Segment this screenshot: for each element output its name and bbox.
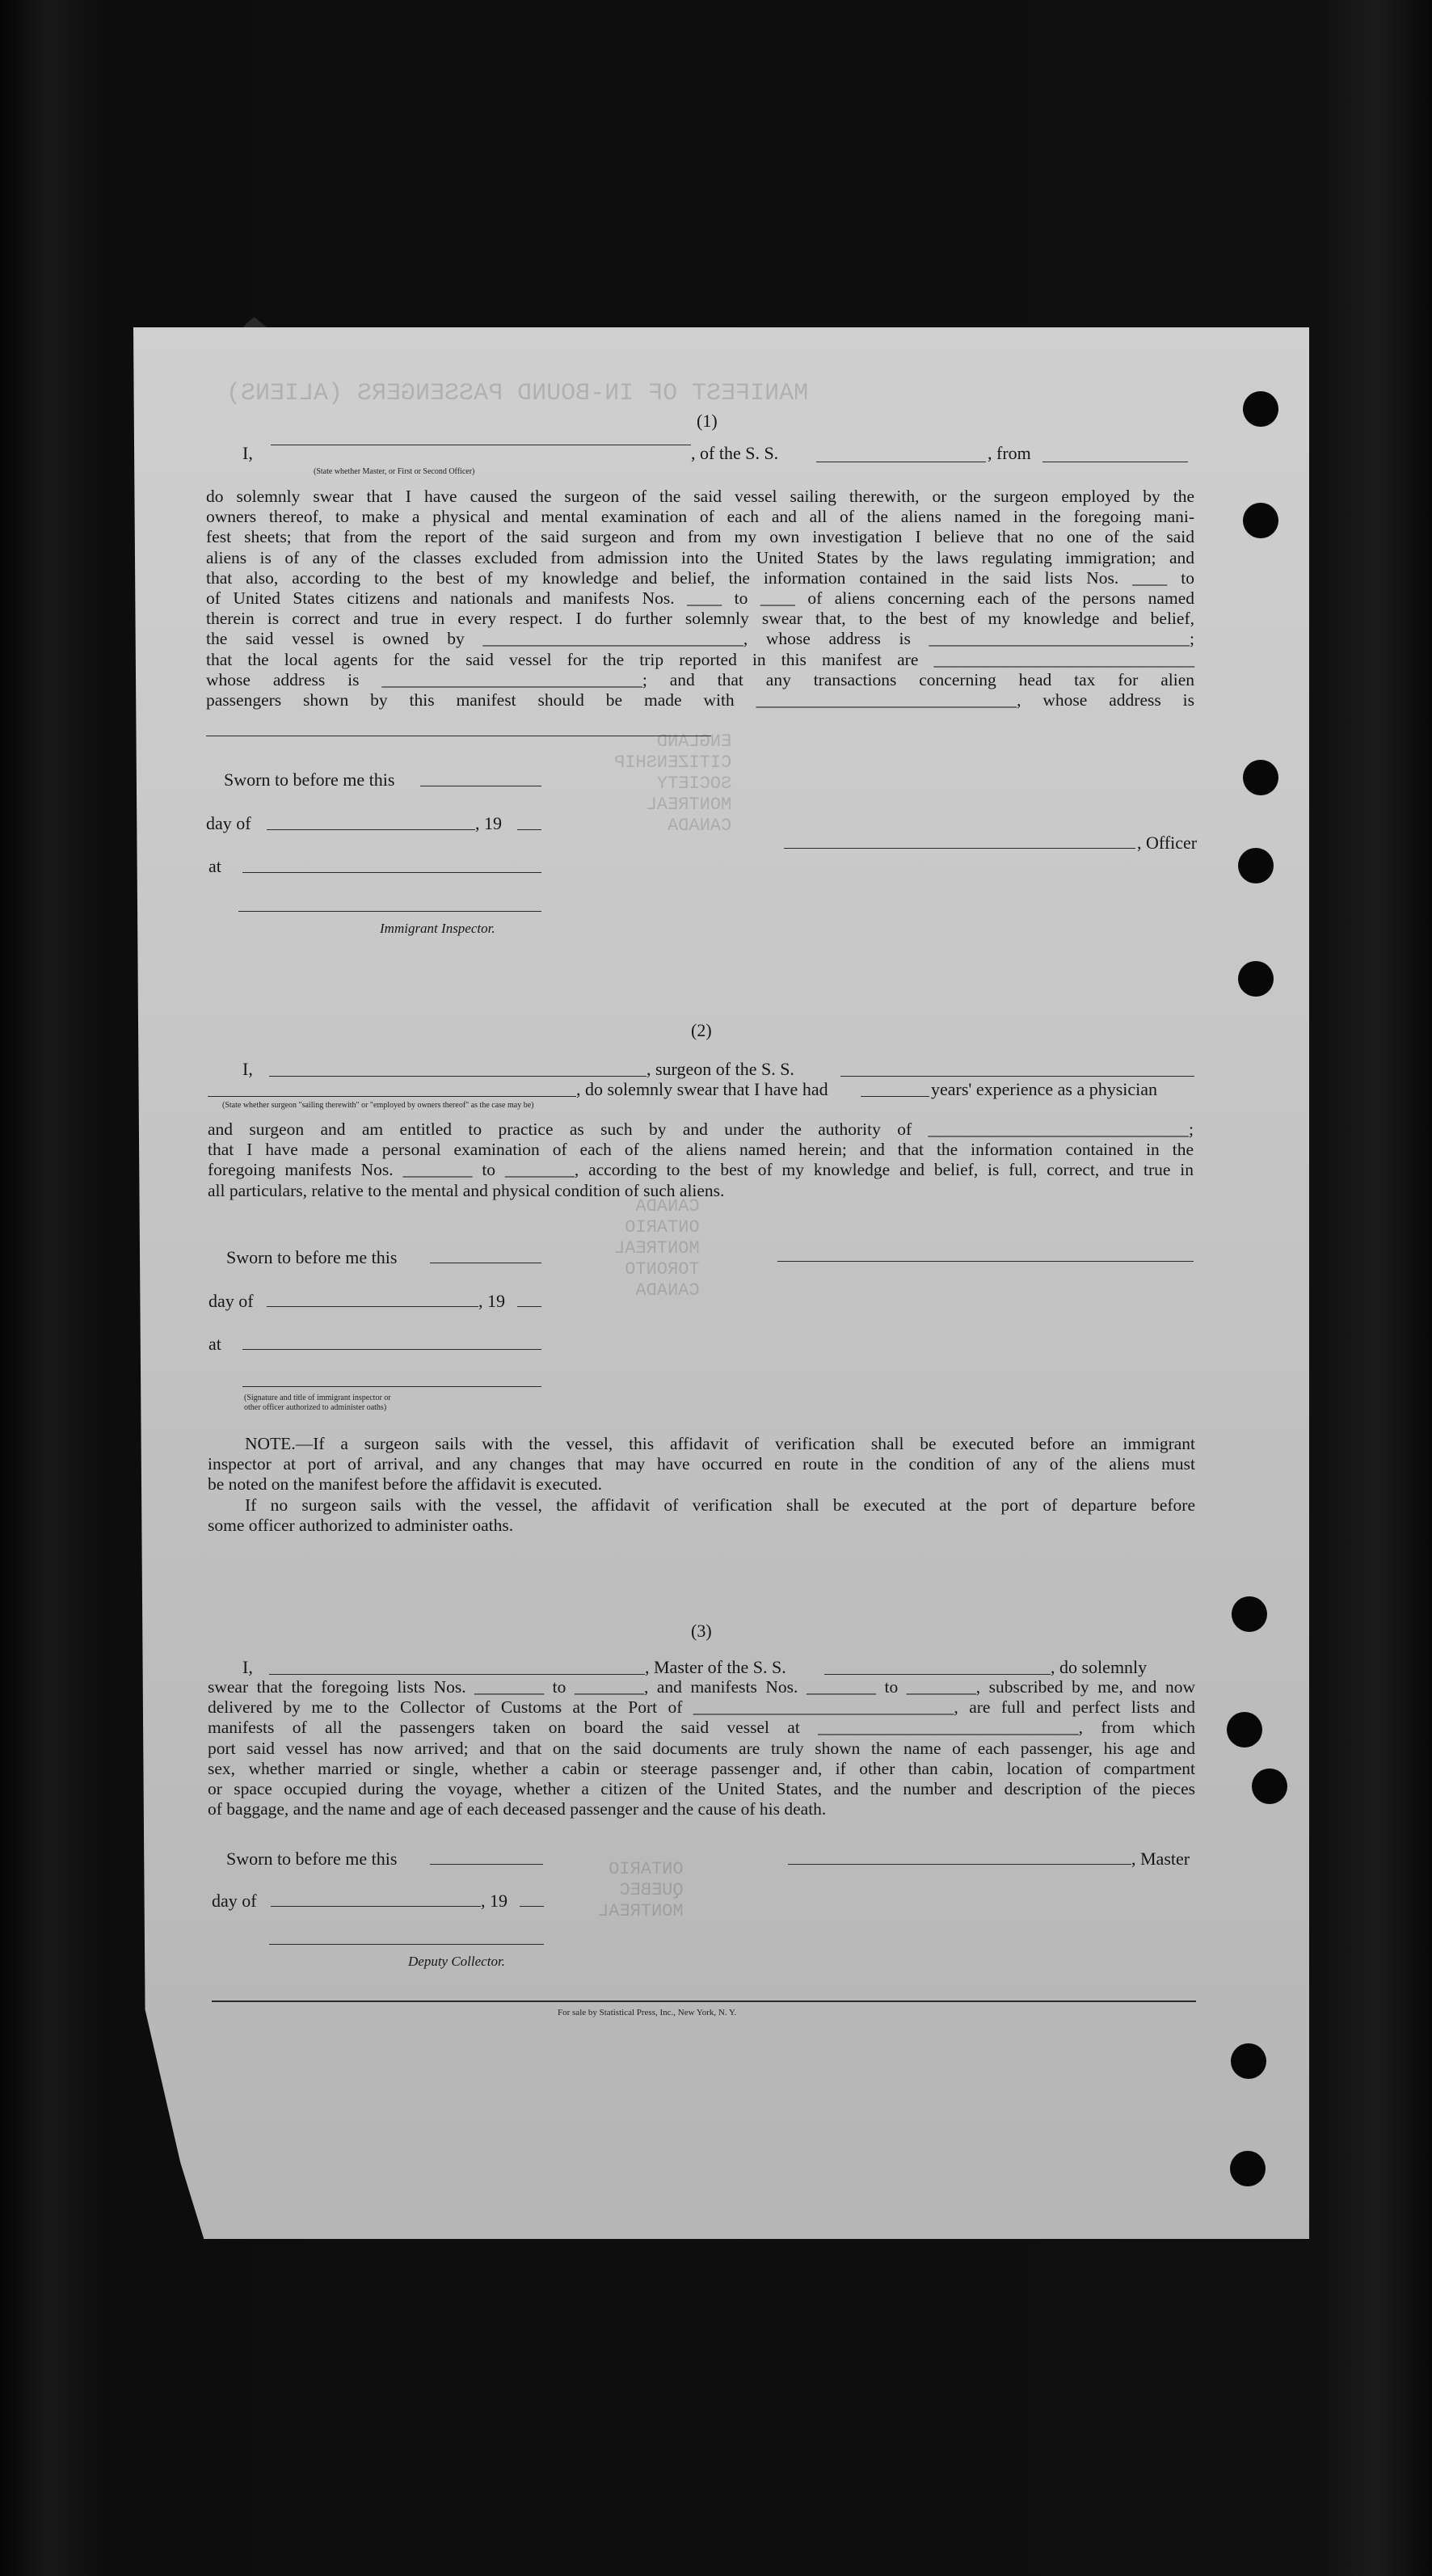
binder-hole	[1232, 1596, 1267, 1632]
affidavit-paragraph	[208, 1119, 1194, 1201]
master-label: , Master	[1131, 1849, 1190, 1869]
text: , do solemnly	[1051, 1657, 1148, 1677]
binder-hole	[1243, 391, 1278, 427]
blank-line	[430, 1864, 543, 1865]
paragraph-line: of United States citizens and nationals and manifests Nos. ____ to ____ of aliens concerning each of the persons named	[206, 588, 1194, 609]
day-of-label: day of	[208, 1291, 254, 1311]
section-number: (1)	[697, 411, 718, 431]
paragraph-line: whose address is ______________________________; and that any transactions concerning head tax for alien	[206, 669, 1194, 689]
note-line: If no surgeon sails with the vessel, the affidavit of verification shall be executed at the port of departure before	[245, 1495, 1195, 1515]
binder-hole	[1227, 1712, 1262, 1748]
deputy-collector-title: Deputy Collector.	[408, 1954, 505, 1969]
binder-hole	[1252, 1769, 1287, 1804]
year-label: , 19	[481, 1891, 508, 1911]
footer-rule	[212, 2001, 1196, 2002]
at-label: at	[208, 856, 221, 876]
paragraph-line: that I have made a personal examination of each of the aliens named herein; and that the information contained in the	[208, 1140, 1194, 1160]
paragraph-line: all particulars, relative to the mental and physical condition of such aliens.	[208, 1180, 725, 1200]
field-hint: (State whether Master, or First or Second Officer)	[314, 467, 475, 476]
blank-line	[242, 872, 541, 873]
blank-line	[242, 1349, 541, 1350]
blank-line	[840, 1076, 1194, 1077]
paragraph-line: foregoing manifests Nos. ________ to ________, according to the best of my knowledge and belief, is full, correct, and true in	[208, 1160, 1194, 1180]
bleed-through-text: CANADA ONTARIO MONTREAL TORONTO CANADA	[614, 1196, 700, 1301]
text: years' experience as a physician	[931, 1079, 1158, 1099]
paragraph-line: swear that the foregoing lists Nos. ________ to ________, and manifests Nos. ________ to ________, subscribed by me, and now	[208, 1677, 1195, 1697]
field-hint: (State whether surgeon "sailing therewith" or "employed by owners thereof" as the case may be)	[222, 1101, 534, 1110]
inspector-title: Immigrant Inspector.	[380, 921, 495, 936]
year-label: , 19	[478, 1291, 505, 1311]
signature-line	[784, 848, 1135, 849]
blank-line	[824, 1674, 1051, 1675]
binder-hole	[1243, 503, 1278, 538]
note-line: inspector at port of arrival, and any changes that may have occurred en route in the condition of any of the aliens must	[208, 1454, 1195, 1474]
signature-line	[242, 1386, 541, 1387]
blank-line	[861, 1096, 929, 1097]
bleed-through-text: ONTARIO QUEBEC MONTREAL	[598, 1859, 684, 1921]
paragraph-line: fest sheets; that from the report of the said surgeon and from my own investigation I believe that no one of the said	[206, 527, 1194, 547]
text: I,	[242, 443, 253, 463]
binder-hole	[1243, 760, 1278, 795]
text: I,	[242, 1059, 253, 1079]
paragraph-line: that the local agents for the said vessel for the trip reported in this manifest are ______________________________	[206, 649, 1194, 669]
affidavit-paragraph	[206, 487, 1194, 710]
text: , Master of the S. S.	[645, 1657, 786, 1677]
blank-line	[520, 1906, 544, 1907]
signature-line	[238, 911, 541, 912]
signature-line	[788, 1864, 1131, 1865]
text: , do solemnly swear that I have had	[576, 1079, 828, 1099]
note-paragraph	[208, 1434, 1195, 1536]
blank-line	[517, 1306, 541, 1307]
signature-line	[777, 1261, 1194, 1262]
printer-imprint: For sale by Statistical Press, Inc., New York, N. Y.	[558, 2008, 737, 2017]
day-of-label: day of	[212, 1891, 257, 1911]
text: I,	[242, 1657, 253, 1677]
note-line: some officer authorized to administer oaths.	[208, 1515, 514, 1535]
text: , from	[988, 443, 1031, 463]
paragraph-line: the said vessel is owned by ______________________________, whose address is ______________________________;	[206, 629, 1194, 649]
paragraph-line: manifests of all the passengers taken on board the said vessel at ______________________________, from which	[208, 1718, 1195, 1738]
at-label: at	[208, 1334, 221, 1354]
paragraph-line: sex, whether married or single, whether a cabin or steerage passenger and, if other than cabin, location of compartment	[208, 1758, 1195, 1778]
binder-hole	[1230, 2151, 1266, 2186]
paragraph-line: aliens is of any of the classes excluded from admission into the United States by the laws regulating immigration; and	[206, 547, 1194, 567]
blank-line	[269, 1674, 645, 1675]
sworn-label: Sworn to before me this	[226, 1247, 398, 1267]
sworn-label: Sworn to before me this	[224, 769, 395, 790]
paragraph-line: port said vessel has now arrived; and that on the said documents are truly shown the name of each passenger, his age and	[208, 1738, 1195, 1758]
signature-line	[269, 1944, 544, 1945]
bleed-through-text: MANIFEST OF IN-BOUND PASSENGERS (ALIENS)	[226, 380, 809, 407]
binder-hole	[1238, 961, 1274, 997]
year-label: , 19	[475, 813, 502, 833]
bleed-through-text: ENGLAND CITIZENSHIP SOCIETY MONTREAL CANADA	[614, 731, 732, 836]
blank-line	[267, 829, 475, 830]
signature-hint: other officer authorized to administer oaths)	[244, 1403, 387, 1412]
text: , surgeon of the S. S.	[647, 1059, 794, 1079]
affidavit-paragraph	[208, 1677, 1195, 1819]
paragraph-line: that also, according to the best of my knowledge and belief, the information contained in the said lists Nos. ____ to	[206, 567, 1194, 588]
blank-line	[271, 1906, 481, 1907]
text: , of the S. S.	[691, 443, 779, 463]
paragraph-line: owners thereof, to make a physical and mental examination of each and all of the aliens named in the foregoing mani-	[206, 507, 1194, 527]
blank-line	[517, 829, 541, 830]
blank-line	[208, 1096, 576, 1097]
paragraph-line: or space occupied during the voyage, whether a citizen of the United States, and the number and description of the pieces	[208, 1779, 1195, 1799]
sworn-label: Sworn to before me this	[226, 1849, 398, 1869]
binder-hole	[1231, 2043, 1266, 2079]
day-of-label: day of	[206, 813, 251, 833]
section-number: (3)	[691, 1621, 712, 1641]
blank-line	[269, 1076, 647, 1077]
note-line: be noted on the manifest before the affidavit is executed.	[208, 1474, 602, 1495]
officer-label: , Officer	[1137, 833, 1198, 853]
blank-line	[267, 1306, 478, 1307]
section-number: (2)	[691, 1020, 712, 1040]
signature-hint: (Signature and title of immigrant inspector or	[244, 1393, 391, 1402]
paragraph-line: and surgeon and am entitled to practice as such by and under the authority of ______________________________;	[208, 1119, 1194, 1139]
paragraph-line: therein is correct and true in every respect. I do further solemnly swear that, to the best of my knowledge and belief,	[206, 609, 1194, 629]
paragraph-line: delivered by me to the Collector of Customs at the Port of ______________________________, are full and perfect lists and	[208, 1697, 1195, 1718]
paragraph-line: do solemnly swear that I have caused the surgeon of the said vessel sailing therewith, or the surgeon employed by the	[206, 487, 1194, 506]
binder-hole	[1238, 848, 1274, 883]
note-line: NOTE.—If a surgeon sails with the vessel, this affidavit of verification shall be executed before an immigrant	[245, 1434, 1195, 1453]
paragraph-line: passengers shown by this manifest should be made with ______________________________, whose address is	[206, 690, 1194, 710]
paragraph-line: of baggage, and the name and age of each deceased passenger and the cause of his death.	[208, 1799, 827, 1819]
